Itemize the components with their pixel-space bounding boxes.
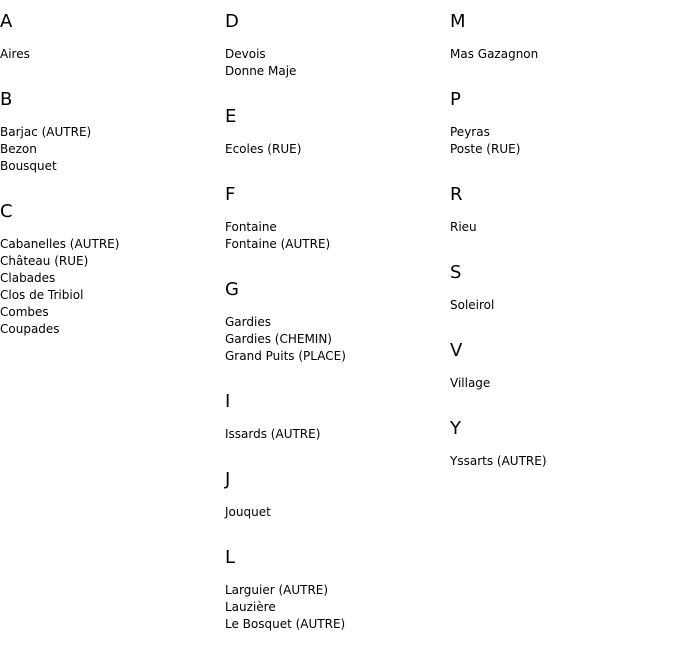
street-link[interactable]: Fontaine (AUTRE) [225, 237, 331, 251]
letter-heading: I [225, 391, 231, 412]
letter-heading: V [450, 340, 463, 361]
letter-heading: E [225, 106, 237, 127]
letter-group [0, 78, 215, 175]
street-list [225, 141, 440, 158]
street-link[interactable]: Clabades [0, 271, 56, 285]
street-link[interactable]: Lauzière [225, 600, 276, 614]
letter-group [0, 190, 215, 338]
index-column-2 [225, 0, 440, 648]
street-list [225, 426, 440, 443]
street-link[interactable]: Poste (RUE) [450, 142, 521, 156]
letter-heading: J [225, 469, 231, 490]
street-link[interactable]: Bezon [0, 142, 37, 156]
letter-heading: G [225, 279, 239, 300]
street-list [0, 236, 215, 338]
street-link[interactable]: Coupades [0, 322, 60, 336]
street-list [225, 219, 440, 253]
letter-heading: F [225, 184, 236, 205]
letter-group [450, 78, 665, 158]
street-link[interactable]: Larguier (AUTRE) [225, 583, 329, 597]
street-link[interactable]: Gardies [225, 315, 271, 329]
street-list [0, 46, 215, 63]
street-link[interactable]: Yssarts (AUTRE) [450, 454, 547, 468]
street-link[interactable]: Village [450, 376, 491, 390]
letter-heading: Y [450, 418, 461, 439]
street-link[interactable]: Grand Puits (PLACE) [225, 349, 346, 363]
street-link[interactable]: Ecoles (RUE) [225, 142, 302, 156]
letter-heading: A [0, 11, 13, 32]
index-column-1 [0, 0, 215, 353]
letter-group [450, 0, 665, 63]
street-link[interactable]: Mas Gazagnon [450, 47, 539, 61]
street-link[interactable]: Devois [225, 47, 266, 61]
street-link[interactable]: Jouquet [225, 505, 271, 519]
letter-group [0, 0, 215, 63]
letter-heading: P [450, 89, 461, 110]
street-link[interactable]: Gardies (CHEMIN) [225, 332, 332, 346]
street-list [450, 453, 665, 470]
letter-group [225, 458, 440, 521]
street-link[interactable]: Rieu [450, 220, 477, 234]
street-link[interactable]: Donne Maje [225, 64, 297, 78]
street-list [450, 219, 665, 236]
street-list [225, 46, 440, 80]
street-link[interactable]: Peyras [450, 125, 490, 139]
street-link[interactable]: Cabanelles (AUTRE) [0, 237, 120, 251]
letter-group [450, 407, 665, 470]
letter-group [450, 251, 665, 314]
letter-group [225, 0, 440, 80]
street-list [225, 582, 440, 633]
letter-group [450, 329, 665, 392]
letter-heading: D [225, 11, 239, 32]
street-list [450, 46, 665, 63]
letter-heading: S [450, 262, 462, 283]
street-link[interactable]: Clos de Tribiol [0, 288, 84, 302]
letter-group [450, 173, 665, 236]
street-list [450, 297, 665, 314]
index-column-3 [450, 0, 665, 485]
street-list [450, 375, 665, 392]
street-link[interactable]: Aires [0, 47, 30, 61]
street-list [225, 314, 440, 365]
letter-heading: C [0, 201, 13, 222]
street-link[interactable]: Le Bosquet (AUTRE) [225, 617, 346, 631]
letter-heading: M [450, 11, 466, 32]
street-link[interactable]: Bousquet [0, 159, 57, 173]
letter-group [225, 536, 440, 633]
letter-group [225, 380, 440, 443]
letter-heading: L [225, 547, 236, 568]
street-list [450, 124, 665, 158]
letter-group [225, 268, 440, 365]
street-link[interactable]: Barjac (AUTRE) [0, 125, 92, 139]
street-list [225, 504, 440, 521]
letter-group [225, 173, 440, 253]
street-list [0, 124, 215, 175]
street-link[interactable]: Combes [0, 305, 49, 319]
street-link[interactable]: Soleirol [450, 298, 495, 312]
letter-group [225, 95, 440, 158]
street-link[interactable]: Château (RUE) [0, 254, 89, 268]
street-link[interactable]: Issards (AUTRE) [225, 427, 321, 441]
letter-heading: B [0, 89, 13, 110]
street-link[interactable]: Fontaine [225, 220, 277, 234]
letter-heading: R [450, 184, 463, 205]
